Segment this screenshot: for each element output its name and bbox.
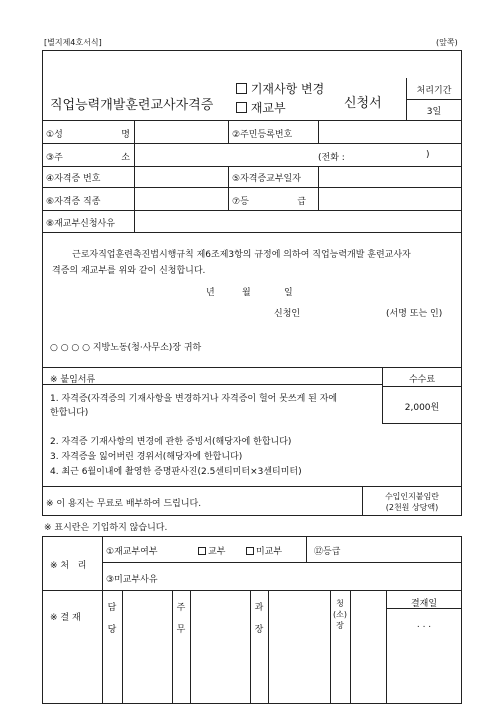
fee-value: 2,000원 xyxy=(404,403,440,413)
address-field[interactable] xyxy=(136,145,316,165)
process-label: ※ 처 리 xyxy=(50,561,87,571)
approver-officer-2: 무 xyxy=(176,625,186,635)
option-change[interactable]: 기재사항 변경 xyxy=(236,80,324,97)
phone-label: (전화 : xyxy=(318,153,345,163)
page-side: (앞쪽) xyxy=(436,38,458,47)
form-title-suffix: 신청서 xyxy=(344,96,382,111)
approval-label: ※ 결 재 xyxy=(50,613,81,623)
approver-staff-2: 당 xyxy=(107,625,117,635)
phone-field[interactable] xyxy=(360,145,424,165)
approver-section-chief-2: 장 xyxy=(254,625,264,635)
issue-date-label: ⑤자격증교부일자 xyxy=(232,174,301,184)
fee-label: 수수료 xyxy=(408,375,436,385)
rrn-label: ②주민등록번호 xyxy=(232,130,293,140)
cert-number-field[interactable] xyxy=(136,168,226,186)
option-issue[interactable]: 교부 xyxy=(198,544,225,557)
decision-date-label: 결재일 xyxy=(410,599,438,609)
rrn-field[interactable] xyxy=(320,122,460,142)
processing-period-label: 처리기간 xyxy=(416,86,452,96)
date-year: 년 xyxy=(206,288,215,298)
attachments-heading: ※ 붙임서류 xyxy=(50,375,96,385)
reason-label: ⑧재교부신청사유 xyxy=(46,219,115,229)
free-note: ※ 이 용지는 무료로 배부하여 드립니다. xyxy=(46,499,202,509)
approver-head-mid: (소) xyxy=(333,610,347,619)
statement-line-1: 근로자직업훈련촉진법시행규칙 제6조제3항의 규정에 의하여 직업능력개발 훈련교사자 xyxy=(72,250,411,260)
name-label: ①성 명 xyxy=(46,130,130,140)
approver-head-1: 청 xyxy=(336,599,344,608)
form-title: 직업능력개발훈련교사자격증 xyxy=(50,98,214,113)
decision-date-value: . . . xyxy=(416,620,432,630)
approver-head-2: 장 xyxy=(336,621,344,630)
approver-staff-1: 담 xyxy=(107,603,117,613)
attachment-item-1-cont: 한합니다) xyxy=(50,408,89,418)
statement-line-2: 격증의 재교부를 위와 같이 신청합니다. xyxy=(52,266,206,276)
checkbox-icon xyxy=(236,83,247,94)
address-label: ③주 소 xyxy=(46,153,130,163)
checkbox-icon xyxy=(198,547,206,555)
attachment-item-3: 3. 자격증을 잃어버린 경위서(해당자에 한합니다) xyxy=(50,452,243,462)
recipient: ○ ○ ○ ○ 지방노동(청·사무소)장 귀하 xyxy=(50,343,202,353)
attachment-item-2: 2. 자격증 기재사항의 변경에 관한 증빙서(해당자에 한합니다) xyxy=(50,437,292,447)
reissue-status-label: ①재교부여부 xyxy=(106,547,158,557)
reason-field[interactable] xyxy=(136,212,460,231)
stamp-label-1: 수입인지붙임란 xyxy=(384,492,440,501)
phone-close: ) xyxy=(426,150,430,160)
attachment-item-4: 4. 최근 6월이내에 촬영한 증명판사진(2.5센티미터×3센티미터) xyxy=(50,467,302,477)
name-field[interactable] xyxy=(136,122,226,142)
not-issue-reason-field[interactable] xyxy=(180,564,460,589)
office-grade-label: ⑫등급 xyxy=(314,547,341,557)
grade-field[interactable] xyxy=(320,189,460,209)
office-use-note: ※ 표시란은 기입하지 않습니다. xyxy=(44,523,168,533)
approver-section-chief-1: 과 xyxy=(254,603,264,613)
applicant-label: 신청인 xyxy=(274,309,301,319)
not-issue-reason-label: ③미교부사유 xyxy=(106,575,158,585)
option-reissue[interactable]: 재교부 xyxy=(236,99,286,116)
option-not-issue[interactable]: 미교부 xyxy=(246,544,282,557)
checkbox-icon xyxy=(246,547,254,555)
processing-period-value: 3일 xyxy=(426,107,442,117)
stamp-label-2: (2천원 상당액) xyxy=(385,503,439,512)
cert-type-label: ⑥자격증 직종 xyxy=(46,197,101,207)
cert-type-field[interactable] xyxy=(136,189,226,209)
attachment-item-1: 1. 자격증(자격증의 기재사항을 변경하거나 자격증이 헐어 못쓰게 된 자에 xyxy=(50,394,338,404)
form-number: [별지제4호서식] xyxy=(44,38,102,47)
signature-label: (서명 또는 인) xyxy=(386,309,443,319)
checkbox-icon xyxy=(236,102,247,113)
cert-number-label: ④자격증 번호 xyxy=(46,174,101,184)
approver-officer-1: 주 xyxy=(176,603,186,613)
issue-date-field[interactable] xyxy=(320,168,460,186)
grade-label: ⑦등 급 xyxy=(232,197,306,207)
date-day: 일 xyxy=(284,288,293,298)
date-month: 월 xyxy=(242,288,251,298)
